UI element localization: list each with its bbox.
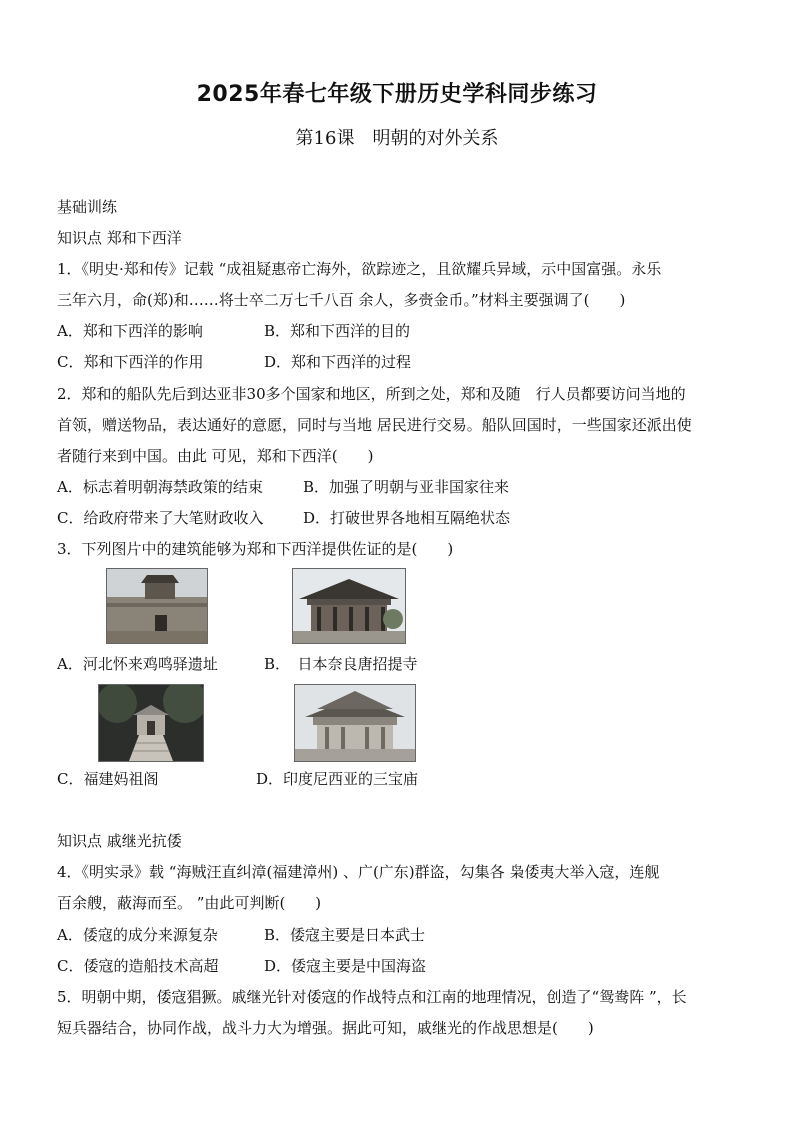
q1-option-a: A．郑和下西洋的影响 [57,322,203,340]
q2-option-a: A．标志着明朝海禁政策的结束 [57,478,263,496]
photo-mazu-pavilion [98,684,204,762]
knowledge-point-zhenghe: 知识点 郑和下西洋 [57,229,182,247]
q4-option-b: B．倭寇主要是日本武士 [264,926,426,944]
q2-stem-line3: 者随行来到中国。由此 可见，郑和下西洋( ) [57,447,374,465]
q5-stem-line1: 5．明朝中期，倭寇猖獗。戚继光针对倭寇的作战特点和江南的地理情况，创造了“鸳鸯阵 ”，长 [57,988,687,1006]
q3-option-b: B． 日本奈良唐招提寺 [264,655,418,673]
q3-option-c: C．福建妈祖阁 [57,770,159,788]
q5-stem-line2: 短兵器结合，协同作战，战斗力大为增强。据此可知，戚继光的作战思想是( ) [57,1019,594,1037]
q2-stem-line2: 首领，赠送物品，表达通好的意愿，同时与当地 居民进行交易。船队回国时，一些国家还派出使 [57,416,692,434]
lesson-subtitle: 第16课 明朝的对外关系 [295,128,499,149]
q3-option-a: A．河北怀来鸡鸣驿遗址 [57,655,218,673]
q4-stem-line2: 百余艘，蔽海而至。 ”由此可判断( ) [57,894,322,912]
q3-stem-line1: 3．下列图片中的建筑能够为郑和下西洋提供佐证的是( ) [57,540,454,558]
photo-toshodaiji-temple [292,568,406,644]
q1-stem-line2: 三年六月，命(郑)和……将士卒二万七千八百 余人，多赍金币。”材料主要强调了( ) [57,291,626,309]
q4-stem-line1: 4．《明实录》载 “海贼汪直纠漳(福建漳州) 、广(广东)群盗，勾集各 枭倭夷大举入寇，连舰 [57,863,660,881]
knowledge-point-qijiguang: 知识点 戚继光抗倭 [57,832,182,850]
worksheet-title: 2025年春七年级下册历史学科同步练习 [196,82,598,107]
q1-option-b: B．郑和下西洋的目的 [264,322,411,340]
photo-jimingyi-ruins [106,568,208,644]
section-basic-training: 基础训练 [57,198,118,216]
q2-option-b: B．加强了明朝与亚非国家往来 [303,478,510,496]
q3-option-d: D．印度尼西亚的三宝庙 [256,770,419,788]
q2-option-d: D．打破世界各地相互隔绝状态 [303,509,511,527]
q1-stem-line1: 1．《明史·郑和传》记载 “成祖疑惠帝亡海外，欲踪迹之，且欲耀兵异域，示中国富强。永乐 [57,260,662,278]
q2-option-c: C．给政府带来了大笔财政收入 [57,509,264,527]
q2-stem-line1: 2．郑和的船队先后到达亚非30多个国家和地区，所到之处，郑和及随 行人员都要访问当地的 [57,385,686,403]
q1-option-c: C．郑和下西洋的作用 [57,353,204,371]
q4-option-d: D．倭寇主要是中国海盗 [264,957,427,975]
q4-option-c: C．倭寇的造船技术高超 [57,957,219,975]
photo-sam-poo-kong-temple [294,684,416,762]
q4-option-a: A．倭寇的成分来源复杂 [57,926,218,944]
q1-option-d: D．郑和下西洋的过程 [264,353,412,371]
